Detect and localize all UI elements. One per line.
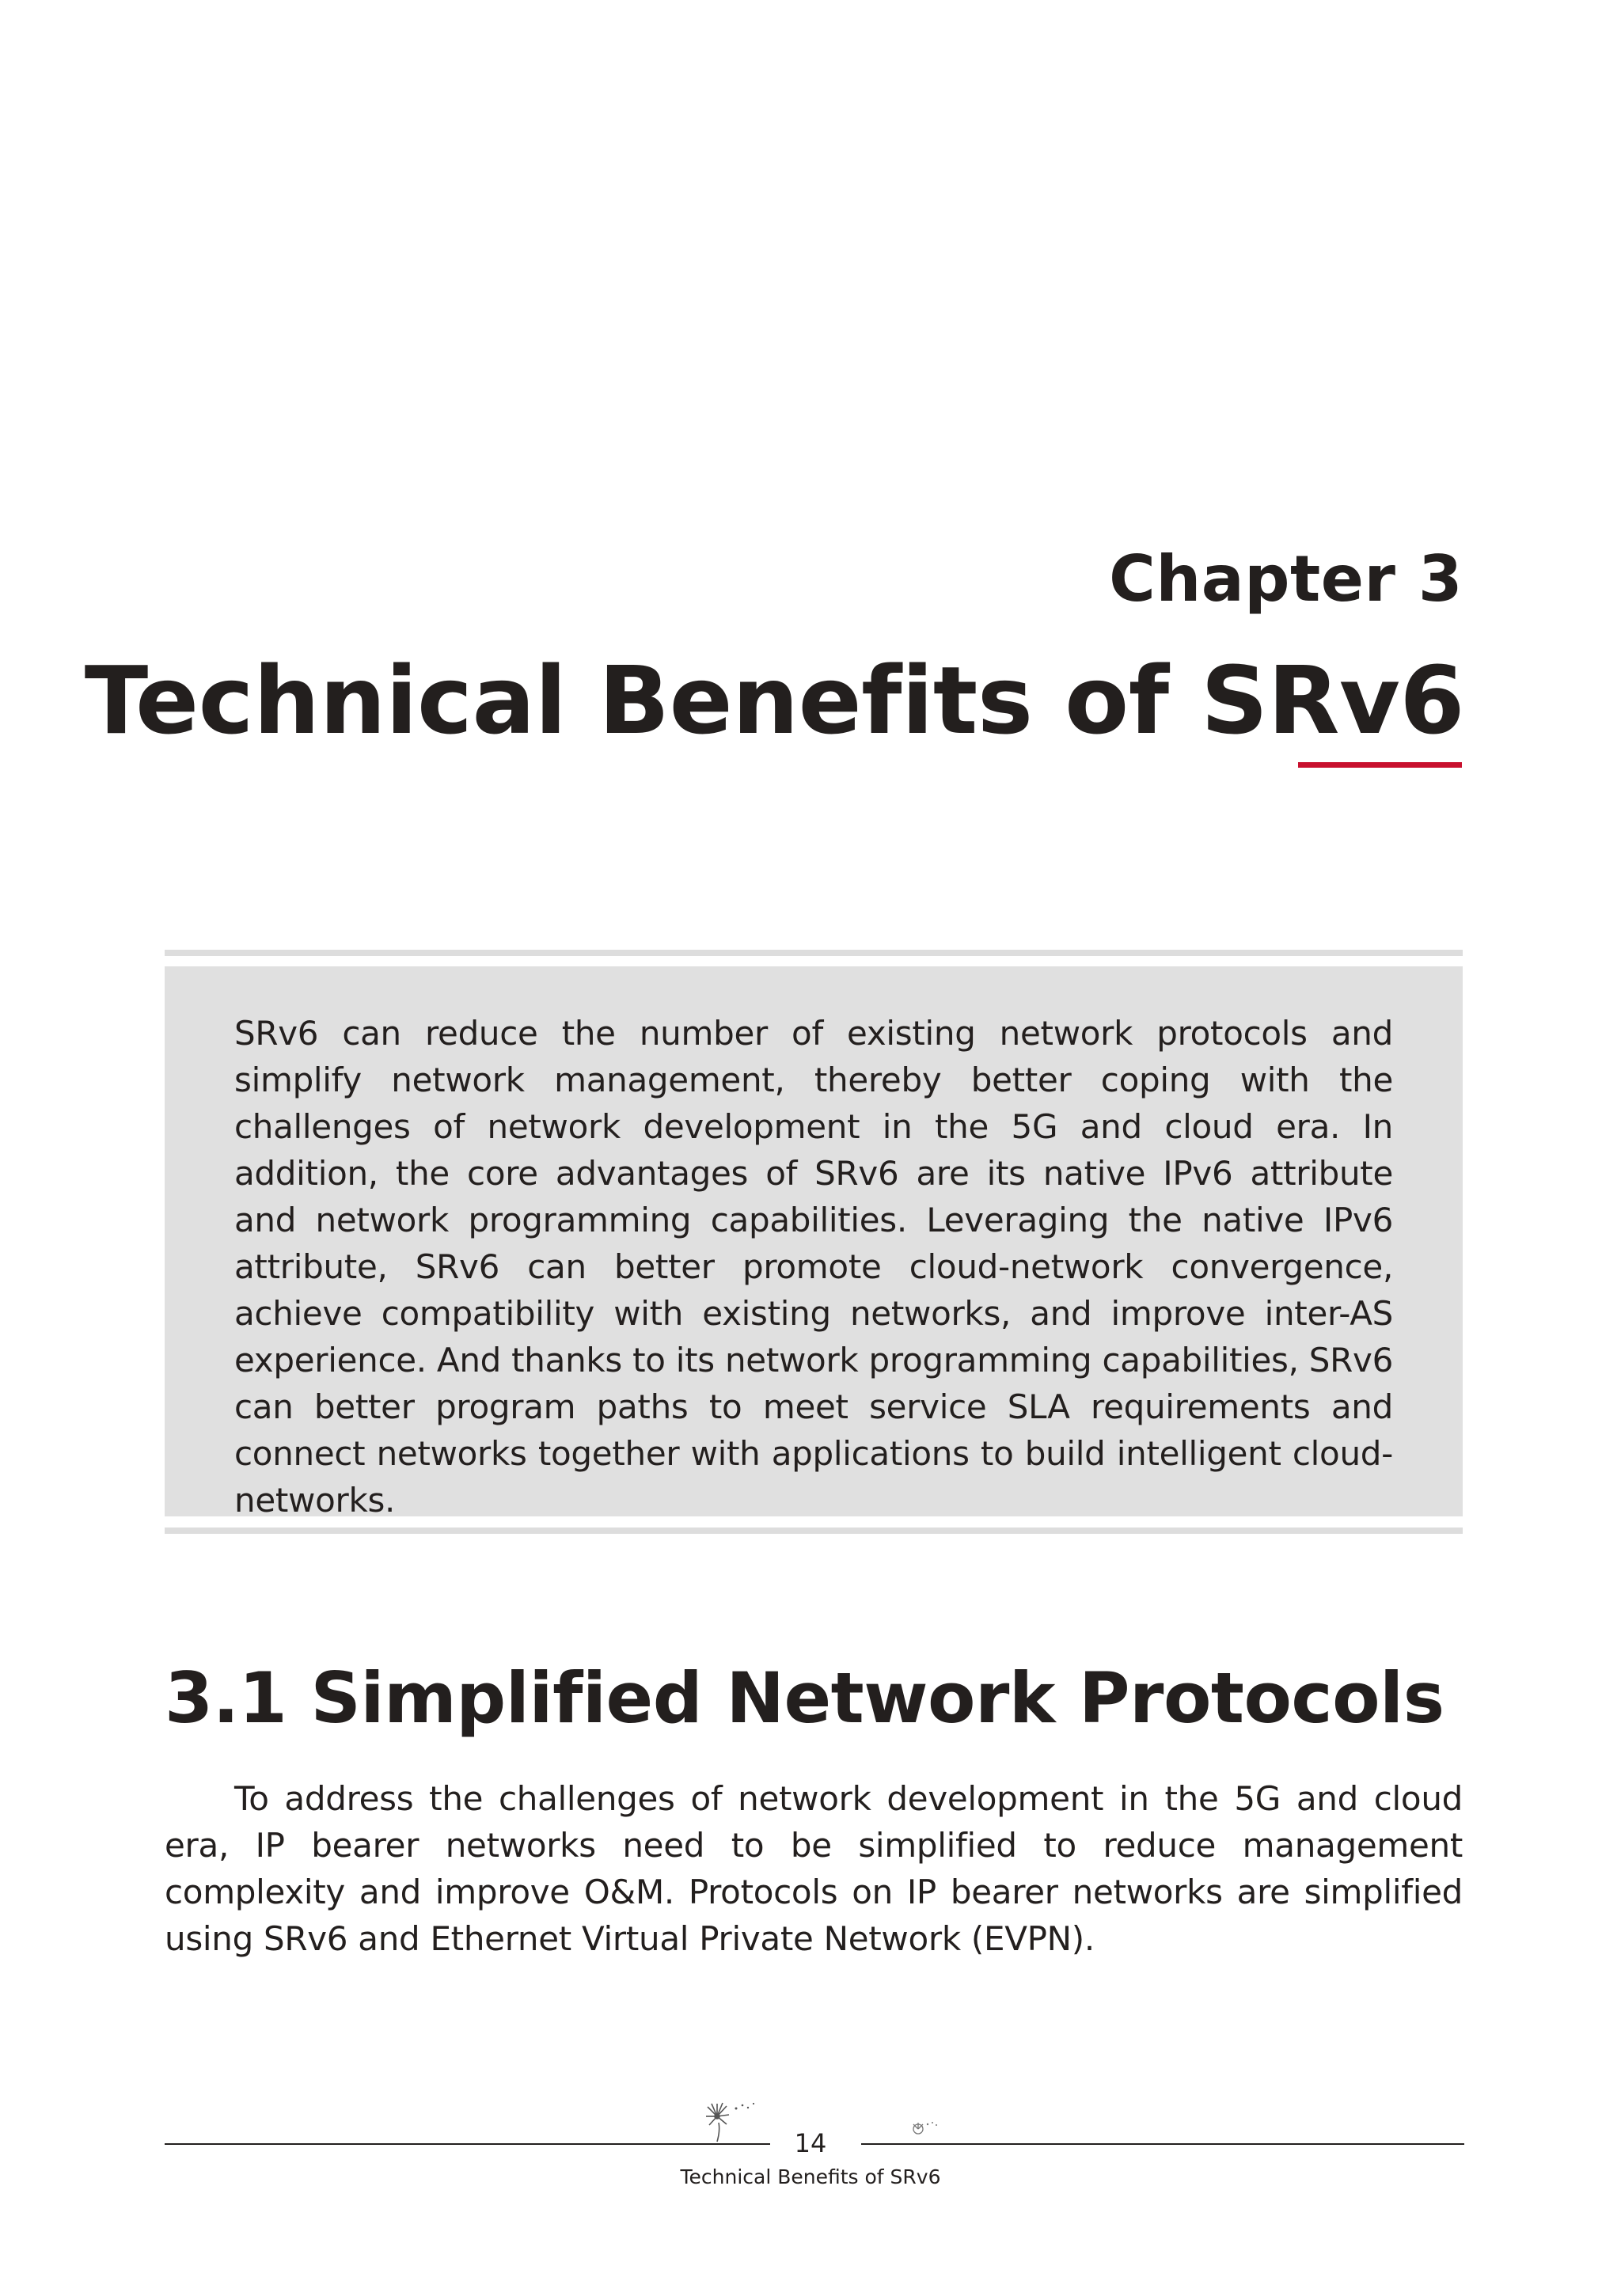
title-accent-underline xyxy=(1298,762,1462,768)
abstract-box xyxy=(165,966,1463,1520)
chapter-number: Chapter 3 xyxy=(1109,542,1463,616)
section-heading: 3.1 Simplified Network Protocols xyxy=(165,1657,1444,1739)
abstract-text: SRv6 can reduce the number of existing network protocols and simplify network management, thereby better coping with the challenges of network development in the 5G and cloud era. In addition, the core advantages of SRv6 are its native IPv6 attribute and network programming capabilities. Leveraging the native IPv6 attribute, SRv6 can better promote cloud-network convergence, achieve compatibility with existing networks, and improve inter-AS experience. And thanks to its network programming capabilities, SRv6 can better program paths to meet service SLA requirements and connect networks together with applications to build intelligent cloud-networks. xyxy=(234,1014,1393,1520)
abstract-top-rule xyxy=(165,950,1463,956)
abstract-bottom-rule xyxy=(165,1528,1463,1534)
chapter-title: Technical Benefits of SRv6 xyxy=(84,646,1464,755)
section-paragraph: To address the challenges of network development in the 5G and cloud era, IP bearer networks need to be simplified to reduce management complexity and improve O&M. Protocols on IP bearer networks are simplified using SRv6 and Ethernet Virtual Private Network (EVPN). xyxy=(165,1779,1463,1958)
running-title: Technical Benefits of SRv6 xyxy=(680,2165,941,2188)
page-number: 14 xyxy=(794,2128,827,2158)
